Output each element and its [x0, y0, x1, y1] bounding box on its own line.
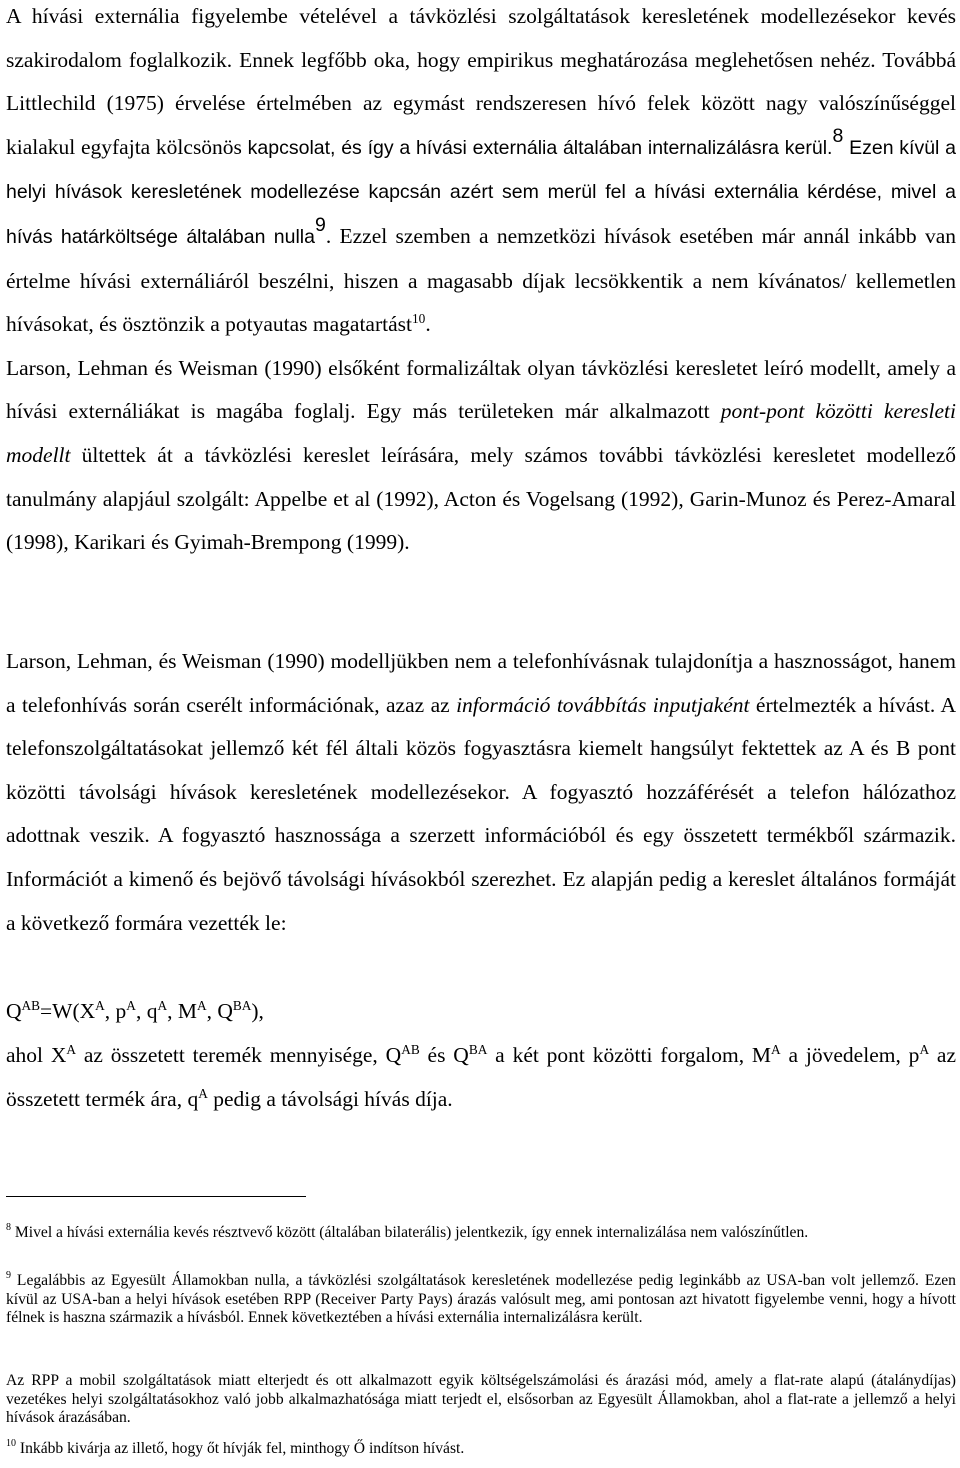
formula-part: ),: [251, 999, 264, 1023]
formula-part: , M: [167, 999, 197, 1023]
italic-term: információ továbbítás inputjaként: [456, 692, 750, 717]
text: . Ezzel szemben a nemzetközi hívások esetében már annál inkább van értelme hívási externáliáról beszélni, hiszen a magasabb díjak lecsökkentik a nem kívánatos/ kellemetlen hívásokat, és ösztönzik a potyautas magatartást: [6, 223, 956, 337]
formula-q: Q: [6, 999, 22, 1023]
footnote-number: 10: [6, 1438, 16, 1449]
sup: AB: [401, 1041, 420, 1057]
sup: AB: [21, 997, 41, 1013]
sup: BA: [232, 997, 252, 1013]
footnote-9: [6, 1272, 956, 1328]
footnote-8: [6, 1224, 956, 1243]
text: az összetett teremék mennyisége, Q: [76, 1043, 402, 1067]
demand-formula: [6, 990, 956, 1034]
footnote-text: Mivel a hívási externália kevés résztvevő között (általában bilaterális) jelentkezik, így ennek internalizálása nem valószínűtlen.: [14, 1224, 809, 1241]
footnote-number: 9: [6, 1270, 11, 1281]
text-sans: Ezen kívül a helyi hívások keresletének modellezése kapcsán azért sem merül fel a hívási externália kérdése, mivel a hívás határköltsége általában nulla: [6, 136, 956, 248]
footnote-10: [6, 1440, 956, 1459]
text: .: [425, 312, 431, 337]
sup: A: [66, 1041, 77, 1057]
footnote-text: Inkább kivárja az illető, hogy őt hívják fel, minthogy Ő indítson hívást.: [19, 1440, 465, 1457]
sup: A: [157, 997, 168, 1013]
italic-term: pont-pont közötti keresleti modellt: [6, 399, 956, 467]
footnote-ref-8[interactable]: 8: [832, 124, 844, 147]
text: A hívási externália figyelembe vételével a távközlési szolgáltatások keresletének modellezésekor kevés szakirodalom foglalkozik. Ennek legfőbb oka, hogy empirikus meghatározása meglehetősen nehéz. Továbbá Littlechild (1975) érvelése értelmében az egymást rendszeresen hívó felek között nagy valószínűséggel kialakul egyfajta kölcsönös: [6, 4, 956, 159]
footnote-ref-10[interactable]: 10: [412, 310, 426, 326]
formula-part: =W(X: [40, 999, 96, 1023]
footnote-9-continued: [6, 1372, 956, 1428]
footnote-text: Az RPP a mobil szolgáltatások miatt elterjedt és ott alkalmazott egyik költségelszámolási és árazási mód, amely a flat-rate alapú (átalánydíjas) vezetékes helyi szolgáltatásokhoz való jobb alkalmazhatósága miatt terjedt el, elsősorban az Egyesült Államokban, ahol a flat-rate a jellemző a helyi hívások árazásában.: [6, 1372, 956, 1427]
sup: BA: [468, 1041, 488, 1057]
footnote-number: 8: [6, 1222, 11, 1233]
paragraph-call-externality: [6, 0, 956, 565]
text: értelmezték a hívást. A telefonszolgáltatásokat jellemző két fél általi közös fogyasztásra kiemelt hangsúlyt fektettek az A és B pont közötti távolsági hívások keresletének modellezésekor. A fogyasztó hozzáférését a telefon hálózathoz adottnak veszik. A fogyasztó hasznossága a szerzett információból és egy összetett termékből származik. Információt a kimenő és bejövő távolsági hívásokból szerezhet. Ez alapján pedig a kereslet általános formáját a következő formára vezették le:: [6, 692, 956, 935]
text: ültettek át a távközlési kereslet leírására, mely számos további távközlési keresletet modellező tanulmány alapjául szolgált: Appelbe et al (1992), Acton és Vogelsang (1992), Garin-Munoz és Perez-Amaral (1998), Karikari és Gyimah-Brempong (1999).: [6, 442, 956, 555]
text: Larson, Lehman, és Weisman (1990) modelljükben nem a telefonhívásnak tulajdonítja a hasznosságot, hanem a telefonhívás során cserélt információnak, azaz az: [6, 649, 956, 717]
sup: A: [126, 997, 136, 1013]
sup: A: [95, 997, 105, 1013]
sup: A: [771, 1041, 781, 1057]
text: pedig a távolsági hívás díja.: [207, 1086, 453, 1111]
text-sans: kapcsolat, és így a hívási externália általában internalizálásra kerül.: [247, 136, 833, 159]
formula-part: , Q: [206, 999, 233, 1023]
text: a két pont közötti forgalom, M: [487, 1043, 772, 1067]
text: ahol X: [6, 1043, 67, 1067]
footnote-ref-9[interactable]: 9: [315, 213, 326, 236]
sup: A: [198, 1085, 208, 1101]
text: az összetett termék ára, q: [6, 1043, 957, 1111]
footnote-separator: [6, 1196, 306, 1197]
paragraph-model: [6, 640, 956, 945]
text: és Q: [419, 1043, 469, 1067]
text: Larson, Lehman és Weisman (1990) elsőként formalizáltak olyan távközlési keresletet leíró modellt, amely a hívási externáliákat is magába foglalj. Egy más területeken már alkalmazott: [6, 355, 956, 424]
sup: A: [919, 1041, 930, 1057]
formula-part: , q: [135, 999, 158, 1023]
variable-definitions: [6, 1034, 956, 1121]
footnote-text: Legalábbis az Egyesült Államokban nulla, a távközlési szolgáltatások keresletének modellezése pedig leginkább az USA-ban volt jellemző. Ezen kívül az USA-ban a helyi hívások esetében RPP (Receiver Party Pays) árazás valósult meg, ami pontosan azt hivatott figyelembe venni, hogy a hívott félnek is haszna származik a hívásból. Ennek következtében a hívási externália internalizálásra került.: [6, 1272, 956, 1327]
formula-part: , p: [104, 999, 127, 1023]
text: a jövedelem, p: [780, 1043, 920, 1067]
sup: A: [196, 997, 207, 1013]
